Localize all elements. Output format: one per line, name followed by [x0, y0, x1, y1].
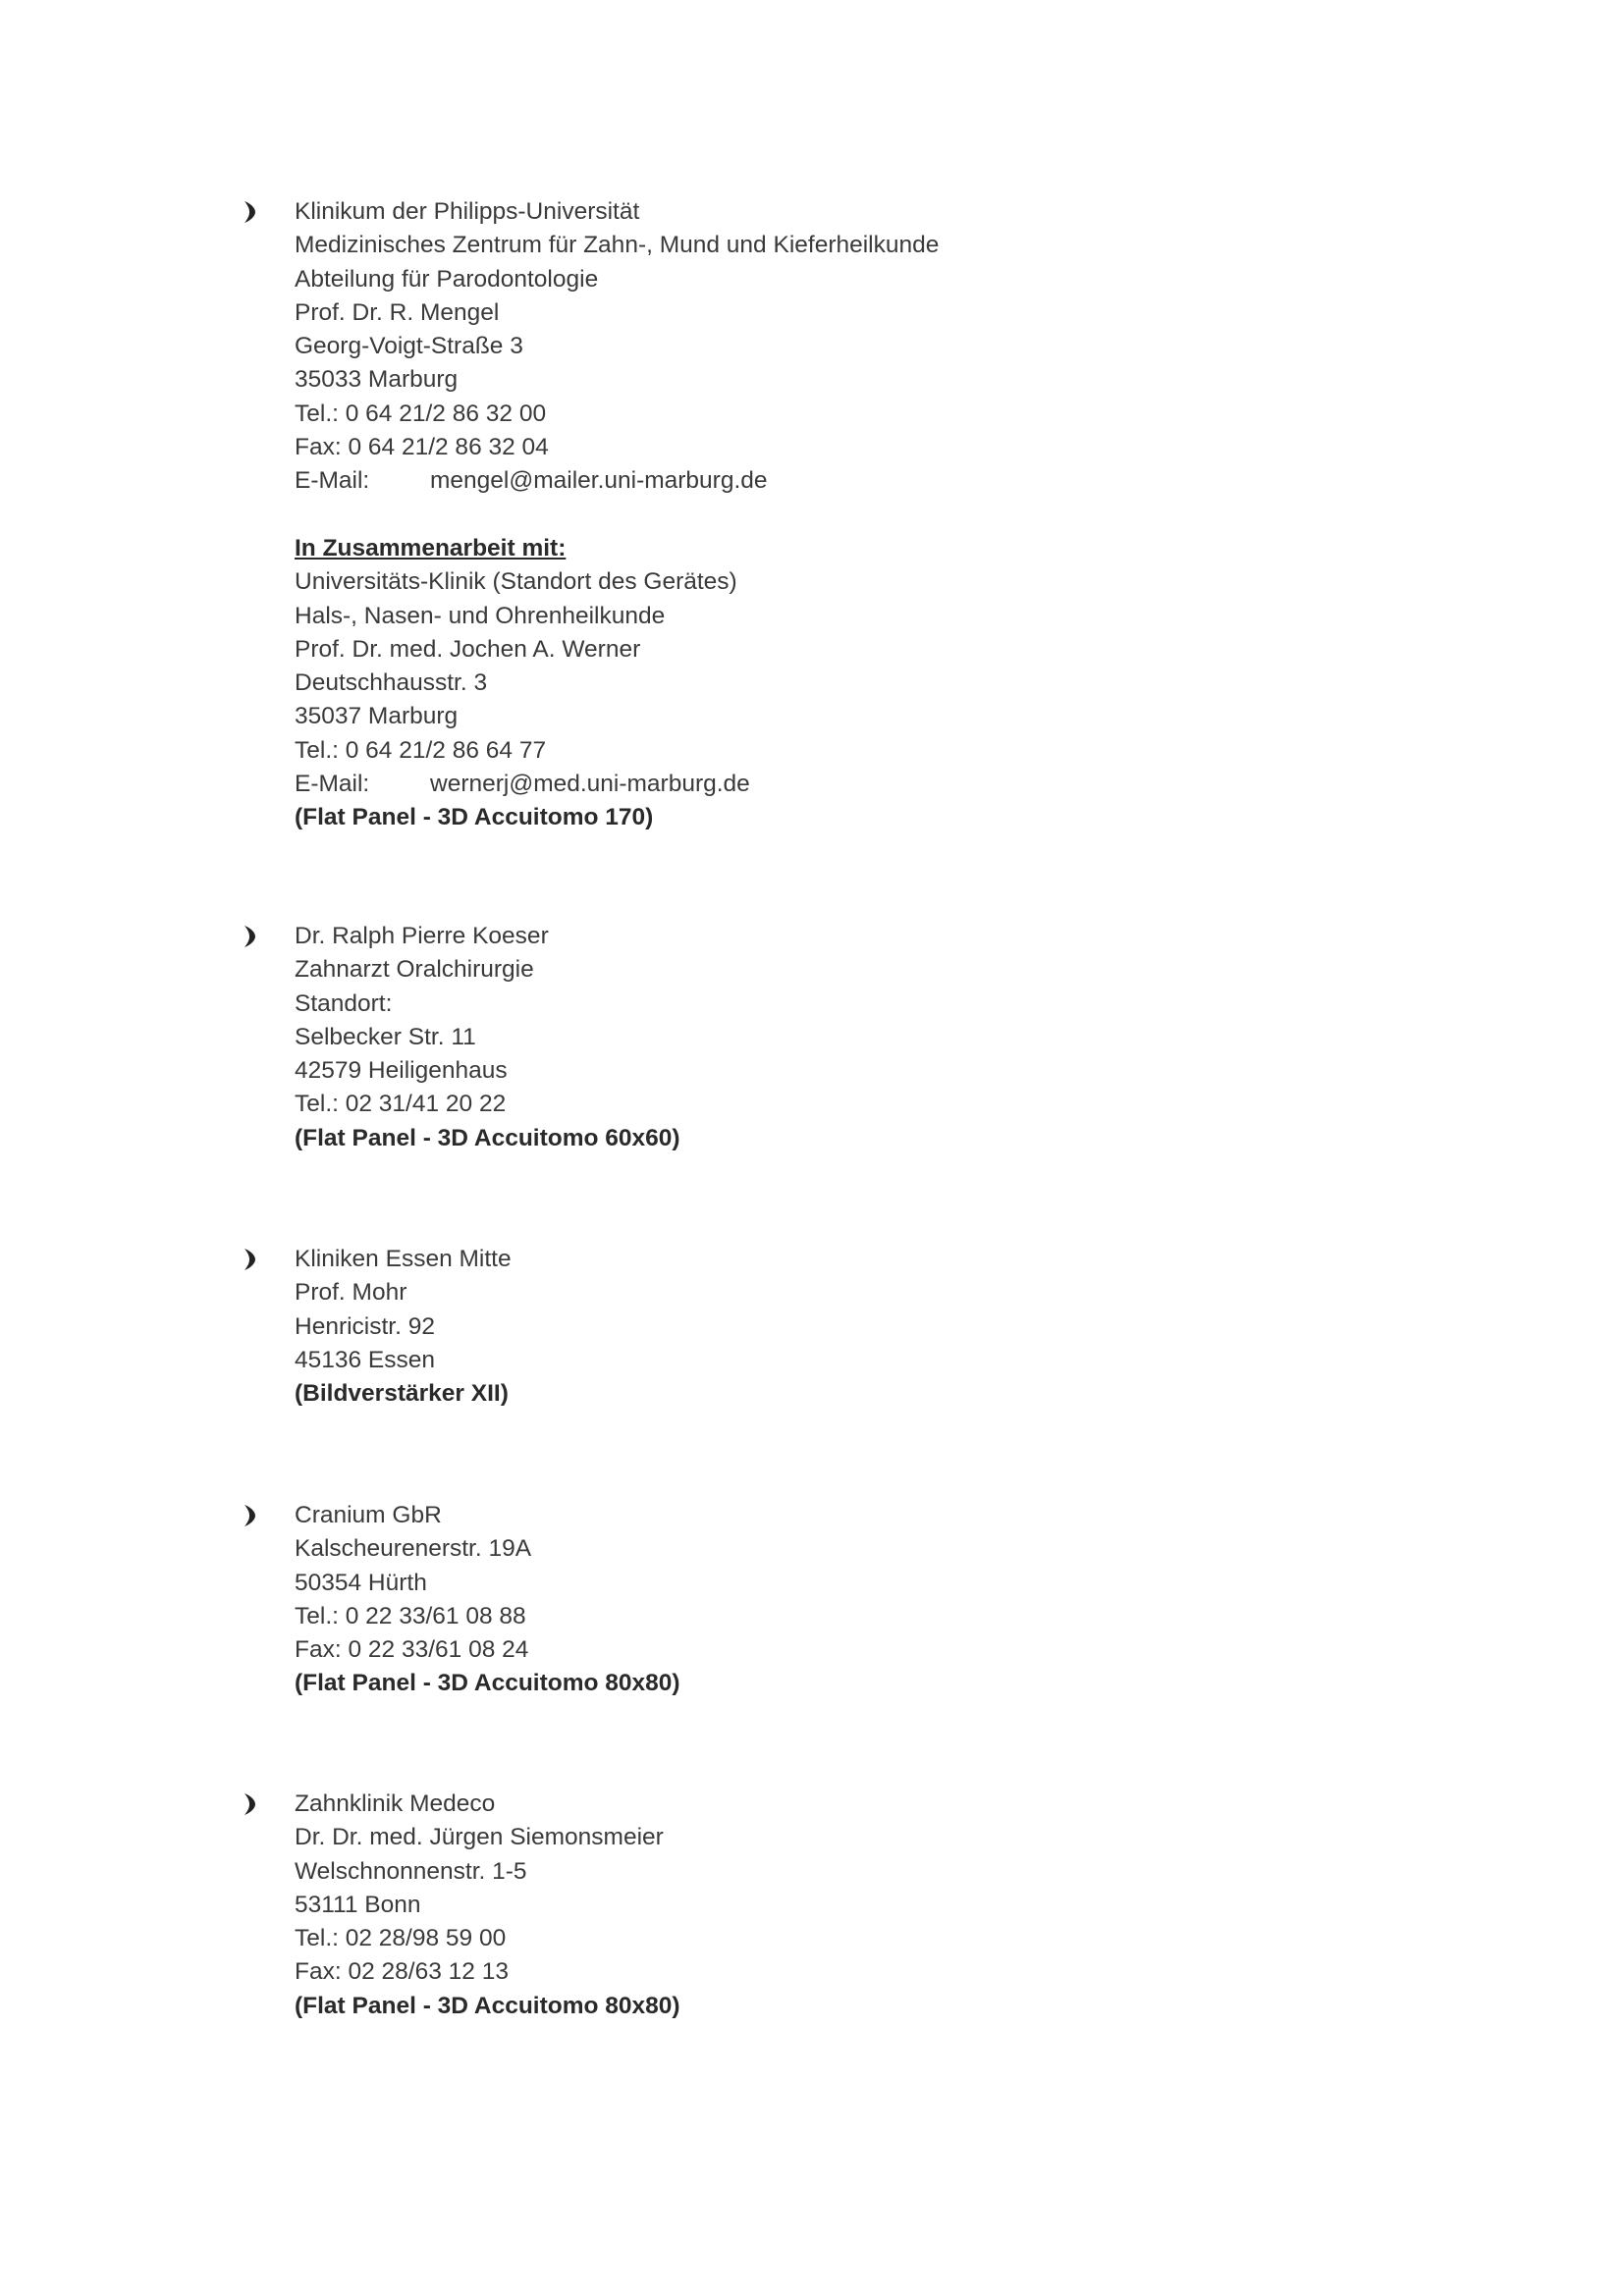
phone-number: Tel.: 02 28/98 59 00 [295, 1925, 507, 1952]
division-name: Abteilung für Parodontologie [295, 265, 599, 293]
spacer [295, 499, 939, 532]
fax-number: Fax: 0 64 21/2 86 32 04 [295, 434, 549, 461]
device-info: (Flat Panel - 3D Accuitomo 170) [295, 804, 654, 831]
bullet-icon [243, 1791, 256, 1817]
device-info: (Flat Panel - 3D Accuitomo 80x80) [295, 1992, 680, 2019]
partner-contact-person: Prof. Dr. med. Jochen A. Werner [295, 635, 641, 663]
contact-person: Dr. Ralph Pierre Koeser [295, 923, 549, 949]
phone-number: Tel.: 0 22 33/61 08 88 [295, 1602, 526, 1629]
postal-city: 45136 Essen [295, 1346, 436, 1373]
street-address: Henricistr. 92 [295, 1312, 435, 1340]
partner-street-address: Deutschhausstr. 3 [295, 669, 488, 697]
partner-email-line [295, 768, 939, 801]
bullet-icon [243, 199, 256, 225]
partner-email-label: E-Mail: [295, 771, 370, 798]
postal-city: 42579 Heiligenhaus [295, 1057, 508, 1085]
fax-number: Fax: 0 22 33/61 08 24 [295, 1636, 529, 1664]
street-address: Welschnonnenstr. 1-5 [295, 1857, 527, 1885]
street-address: Georg-Voigt-Straße 3 [295, 333, 523, 360]
phone-number: Tel.: 0 64 21/2 86 32 00 [295, 400, 547, 427]
partner-email-address[interactable]: wernerj@med.uni-marburg.de [430, 771, 750, 798]
street-address: Selbecker Str. 11 [295, 1023, 476, 1050]
partner-postal-city: 35037 Marburg [295, 703, 459, 730]
email-line [295, 464, 939, 498]
bullet-icon [243, 924, 256, 949]
department-name: Medizinisches Zentrum für Zahn-, Mund und Kieferheilkunde [295, 232, 940, 259]
bullet-icon [243, 1503, 256, 1528]
partner-phone-number: Tel.: 0 64 21/2 86 64 77 [295, 736, 547, 764]
street-address: Kalscheurenerstr. 19A [295, 1535, 532, 1563]
postal-city: 35033 Marburg [295, 366, 459, 394]
contact-person: Dr. Dr. med. Jürgen Siemonsmeier [295, 1824, 664, 1851]
email-label: E-Mail: [295, 467, 370, 495]
institution-name: Cranium GbR [295, 1502, 442, 1528]
institution-name: Klinikum der Philipps-Universität [295, 198, 640, 225]
location-label: Standort: [295, 989, 393, 1017]
partner-heading: In Zusammenarbeit mit: [295, 534, 567, 561]
email-address[interactable]: mengel@mailer.uni-marburg.de [430, 467, 768, 495]
postal-city: 50354 Hürth [295, 1569, 427, 1596]
phone-number: Tel.: 02 31/41 20 22 [295, 1091, 507, 1118]
contact-person: Prof. Mohr [295, 1279, 407, 1307]
partner-clinic: Universitäts-Klinik (Standort des Gerätes) [295, 568, 737, 596]
contact-person: Prof. Dr. R. Mengel [295, 298, 500, 326]
postal-city: 53111 Bonn [295, 1891, 421, 1918]
device-info: (Flat Panel - 3D Accuitomo 80x80) [295, 1670, 680, 1697]
device-info: (Flat Panel - 3D Accuitomo 60x60) [295, 1124, 680, 1151]
institution-name: Zahnklinik Medeco [295, 1790, 496, 1817]
fax-number: Fax: 02 28/63 12 13 [295, 1958, 509, 1986]
institution-name: Kliniken Essen Mitte [295, 1246, 512, 1272]
device-info: (Bildverstärker XII) [295, 1380, 509, 1408]
profession: Zahnarzt Oralchirurgie [295, 956, 534, 984]
partner-department: Hals-, Nasen- und Ohrenheilkunde [295, 602, 666, 629]
bullet-icon [243, 1247, 256, 1272]
